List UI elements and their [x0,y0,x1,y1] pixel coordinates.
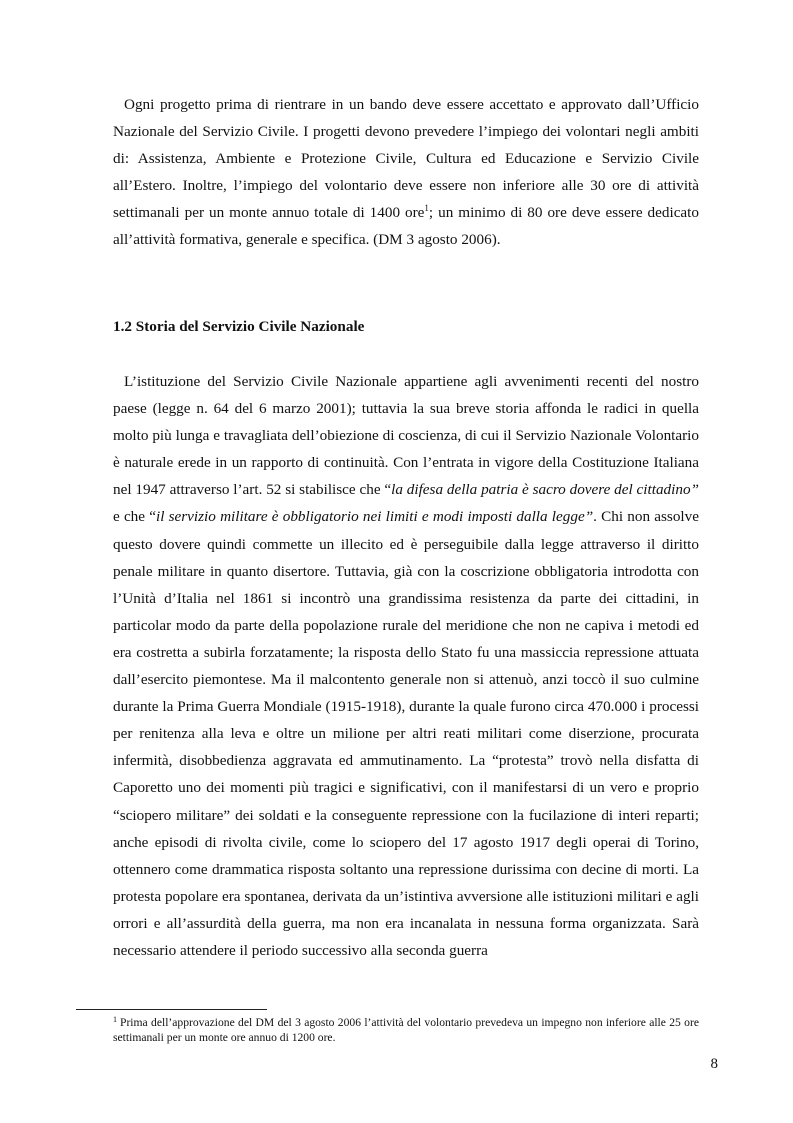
paragraph-text: ; un minimo di 80 ore deve essere dedicato all’attività formativa, generale e specifica. (DM 3 agosto 2006). [113,204,699,249]
constitution-quote: il servizio militare è obbligatorio nei limiti e modi imposti dalla legge” [155,508,594,526]
page-number: 8 [710,1056,718,1072]
constitution-quote: la difesa della patria è sacro dovere del cittadino” [391,481,699,499]
footnote [113,1015,699,1045]
paragraph-projects [113,91,699,254]
paragraph-text: . Chi non assolve questo dovere quindi commette un illecito ed è perseguibile dalla legge attraverso il diritto penale militare in quanto disertore. Tuttavia, già con la coscrizione obbligatoria introdotta con l’Unità d’Italia nel 1861 si incontrò una grandissima resistenza da parte dei cittadini, in particolar modo da parte della popolazione rurale del meridione che non ne capiva i metodi ed era costretta a subirla forzatamente; la risposta dello Stato fu una massiccia repressione attuata dall’esercito piemontese. Ma il malcontento generale non si attenuò, anzi toccò il suo culmine durante la Prima Guerra Mondiale (1915-1918), durante la quale furono circa 470.000 i processi per renitenza alla leva e oltre un milione per altri reati militari come diserzione, procurata infermità, disobbedienza aggravata ed ammutinamento. La “protesta” trovò nella disfatta di Caporetto uno dei momenti più tragici e significativi, con il manifestarsi di un vero e proprio “sciopero militare” dei soldati e la conseguente repressione con la fucilazione di interi reparti; anche episodi di rivolta civile, come lo sciopero del 17 agosto 1917 degli operai di Torino, ottennero come drammatica risposta soltanto una repressione durissima con decine di morti. La protesta popolare era spontanea, derivata da un’istintiva avversione alle istituzioni militari e agli orrori e all’assurdità della guerra, ma non era incanalata in nessuna forma organizzata. Sarà necessario attendere il periodo successivo alla seconda guerra [113,508,699,959]
footnote-text: Prima dell’approvazione del DM del 3 agosto 2006 l’attività del volontario prevedeva un impegno non inferiore alle 25 ore settimanali per un monte ore annuo di 1200 ore. [113,1016,699,1044]
paragraph-text: e che “ [113,508,156,526]
section-heading: 1.2 Storia del Servizio Civile Nazionale [113,318,365,335]
footnote-reference[interactable]: 1 [424,203,429,214]
paragraph-text: L’istituzione del Servizio Civile Nazionale appartiene agli avvenimenti recenti del nostro paese (legge n. 64 del 6 marzo 2001); tuttavia la sua breve storia affonda le radici in quella molto più lunga e travagliata dell’obiezione di coscienza, di cui il Servizio Nazionale Volontario è naturale erede in un rapporto di continuità. Con l’entrata in vigore della Costituzione Italiana nel 1947 attraverso l’art. 52 si stabilisce che “ [113,373,699,499]
paragraph-history [113,368,699,964]
footnote-separator [76,1009,267,1010]
footnote-number: 1 [113,1015,117,1024]
paragraph-text: Ogni progetto prima di rientrare in un bando deve essere accettato e approvato dall’Ufficio Nazionale del Servizio Civile. I progetti devono prevedere l’impiego dei volontari negli ambiti di: Assistenza, Ambiente e Protezione Civile, Cultura ed Educazione e Servizio Civile all’Estero. Inoltre, l’impiego del volontario deve essere non inferiore alle 30 ore di attività settimanali per un monte annuo totale di 1400 ore [113,96,699,222]
